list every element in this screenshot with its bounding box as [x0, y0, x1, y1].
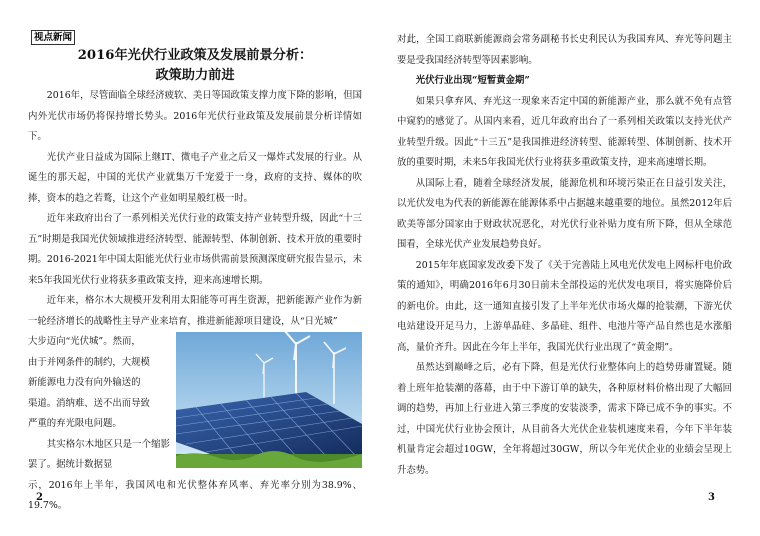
right-paragraph-4: 虽然达到巅峰之后，必有下降，但是光伏行业整体向上的趋势毋庸置疑。随着上班年抢装潮的落幕，由于中下游订单的缺失，各种原材料价格出现了大幅回调的趋势，再加上行业进入第三季度的安装淡季，需求下降已成不争的事实。不过，中国光伏行业协会预计，从目前各大光伏企业装机速度来看，今年下半年装机量肯定会超过10GW，全年将超过30GW，所以今年光伏企业的业绩会呈现上升态势。 [397, 362, 732, 476]
left-paragraph-3: 近年来政府出台了一系列相关光伏行业的政策支持产业转型升级，因此“十三五”时期是我国光伏领域推进经济转型、能源转型、体制创新、技术开放的重要时期。2016-2021年中国太阳能光伏行业市场供需前景预测深度研究报告显示，未来5年我国光伏行业将获多重政策支持，迎来高速增长期。 [28, 213, 362, 286]
left-paragraph-2: 光伏产业日益成为国际上继IT、微电子产业之后又一爆炸式发展的行业。从诞生的那天起，中国的光伏产业就集万千宠爱于一身，政府的支持、媒体的吹捧，资本的趋之若鹜，让这个产业如明星般红极一时。 [28, 151, 362, 204]
wrap-line-4: 渠道。消纳难、送不出而导致 [28, 397, 150, 409]
right-page-column [397, 30, 732, 481]
right-paragraph-3: 2015年年底国家发改委下发了《关于完善陆上风电光伏发电上网标杆电价政策的通知》，明确2016年6月30日前未全部投运的光伏发电项目，将实施降价后的新电价。由此，这一通知直接引发了上半年光伏市场火爆的抢装潮，下游光伏电站建设开足马力，上游单晶硅、多晶硅、组件、电池片等产品自然也是水涨船高，量价齐升。因此在今年上半年，我国光伏行业出现了“黄金期”。 [397, 259, 732, 353]
left-page-column [28, 30, 362, 517]
left-paragraph-1: 2016年，尽管面临全球经济疲软、美日等国政策支撑力度下降的影响，但国内外光伏市场仍将保持增长势头。2016年光伏行业政策及发展前景分析详情如下。 [28, 90, 362, 142]
right-paragraph-1: 如果只拿弃风、弃光这一现象来否定中国的新能源产业，那么就不免有点管中窥豹的感觉了。从国内来看，近几年政府出台了一系列相关政策以支持光伏产业转型升级。因此“十三五”是我国推进经济转型、能源转型、体制创新、技术开放的重要时期，未来5年我国光伏行业将获多重政策支持，迎来高速增长期。 [397, 95, 732, 168]
left-final-line: 示，2016年上半年，我国风电和光伏整体弃风率、弃光率分别为38.9%、19.7%。 [28, 479, 362, 511]
section-subheading: 光伏行业出现“短暂黄金期” [415, 75, 530, 86]
right-paragraph-top: 对此，全国工商联新能源商会常务副秘书长史利民认为我国弃风、弃光等问题主要是受我国经济转型等因素影响。 [397, 34, 732, 66]
article-title-line1: 2016年光伏行业政策及发展前景分析： [77, 48, 313, 63]
wrap-line-3: 新能源电力没有向外输送的 [28, 377, 141, 388]
section-tag: 视点新闻 [31, 30, 75, 45]
article-title-line2: 政策助力前进 [155, 68, 235, 83]
solar-panels-wind-turbines-photo [176, 332, 362, 468]
page-number-left: 2 [36, 492, 43, 503]
page-number-right: 3 [708, 492, 715, 503]
wrap-paragraph-2: 其实格尔木地区只是一个缩影罢了。据统计数据显 [28, 438, 170, 470]
wrap-line-1: 大步迈向“光伏城”。然而， [28, 336, 141, 347]
wrap-line-5: 严重的弃光限电问题。 [28, 418, 122, 429]
figure-wrap-region [28, 332, 362, 476]
wrap-line-2: 由于并网条件的制约，大规模 [28, 356, 150, 368]
right-paragraph-2: 从国际上看，随着全球经济发展，能源危机和环境污染正在日益引发关注，以光伏发电为代表的新能源在能源体系中占据越来越重要的地位。虽然2012年后欧美等部分国家由于财政状况恶化，对光伏行业补贴力度有所下降，但从全球范围看，全球光伏产业发展趋势良好。 [397, 177, 732, 250]
solar-farm-illustration-icon [176, 332, 362, 468]
left-paragraph-4: 近年来，格尔木大规模开发利用太阳能等可再生资源，把新能源产业作为新一轮经济增长的战略性主导产业来培育，推进新能源项目建设，从“日光城” [28, 295, 362, 327]
